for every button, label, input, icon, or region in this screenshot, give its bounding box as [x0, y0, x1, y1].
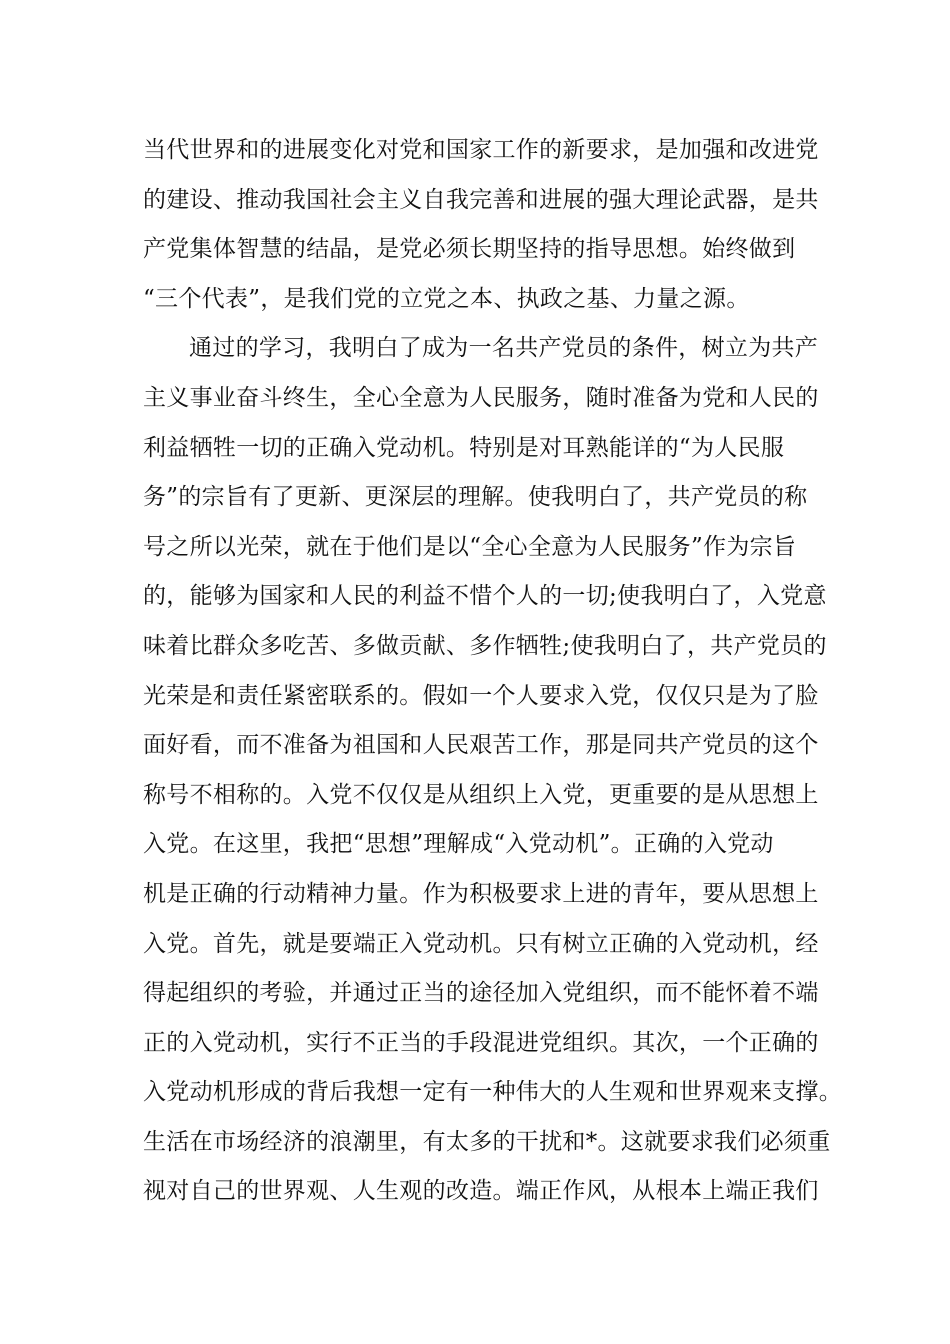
text-line: 入党。在这里，我把“思想”理解成“入党动机”。正确的入党动 — [143, 831, 774, 858]
text-line: 号之所以光荣，就在于他们是以“全心全意为人民服务”作为宗旨 — [143, 533, 797, 560]
text-line: 利益牺牲一切的正确入党动机。特别是对耳熟能详的“为人民服 — [143, 434, 785, 461]
text-line: 务”的宗旨有了更新、更深层的理解。使我明白了，共产党员的称 — [143, 484, 808, 511]
text-line: 正的入党动机，实行不正当的手段混进党组织。其次，一个正确的 — [143, 1029, 819, 1056]
text-line: 入党动机形成的背后我想一定有一种伟大的人生观和世界观来支撑。 — [143, 1079, 842, 1106]
paragraph-first-line: 通过的学习，我明白了成为一名共产党员的条件，树立为共产 — [189, 335, 819, 362]
text-line: 味着比群众多吃苦、多做贡献、多作牺牲;使我明白了，共产党员的 — [143, 632, 827, 659]
body-text — [143, 126, 843, 1217]
text-line: 光荣是和责任紧密联系的。假如一个人要求入党，仅仅只是为了脸 — [143, 682, 819, 709]
text-line: 面好看，而不准备为祖国和人民艰苦工作，那是同共产党员的这个 — [143, 732, 819, 759]
text-line: 入党。首先，就是要端正入党动机。只有树立正确的入党动机，经 — [143, 930, 819, 957]
text-line: “三个代表”，是我们党的立党之本、执政之基、力量之源。 — [143, 285, 750, 312]
text-line: 当代世界和的进展变化对党和国家工作的新要求，是加强和改进党 — [143, 137, 819, 163]
text-line: 称号不相称的。入党不仅仅是从组织上入党，更重要的是从思想上 — [143, 781, 819, 808]
text-line: 得起组织的考验，并通过正当的途径加入党组织，而不能怀着不端 — [143, 980, 819, 1007]
text-line: 机是正确的行动精神力量。作为积极要求上进的青年，要从思想上 — [143, 880, 819, 907]
text-line: 产党集体智慧的结晶，是党必须长期坚持的指导思想。始终做到 — [143, 236, 796, 263]
text-line: 的，能够为国家和人民的利益不惜个人的一切;使我明白了，入党意 — [143, 583, 827, 610]
text-line: 主义事业奋斗终生，全心全意为人民服务，随时准备为党和人民的 — [143, 384, 819, 411]
text-line: 的建设、推动我国社会主义自我完善和进展的强大理论武器，是共 — [143, 186, 819, 213]
text-line: 生活在市场经济的浪潮里，有太多的干扰和*。这就要求我们必须重 — [143, 1128, 831, 1155]
text-line: 视对自己的世界观、人生观的改造。端正作风，从根本上端正我们 — [143, 1178, 819, 1205]
